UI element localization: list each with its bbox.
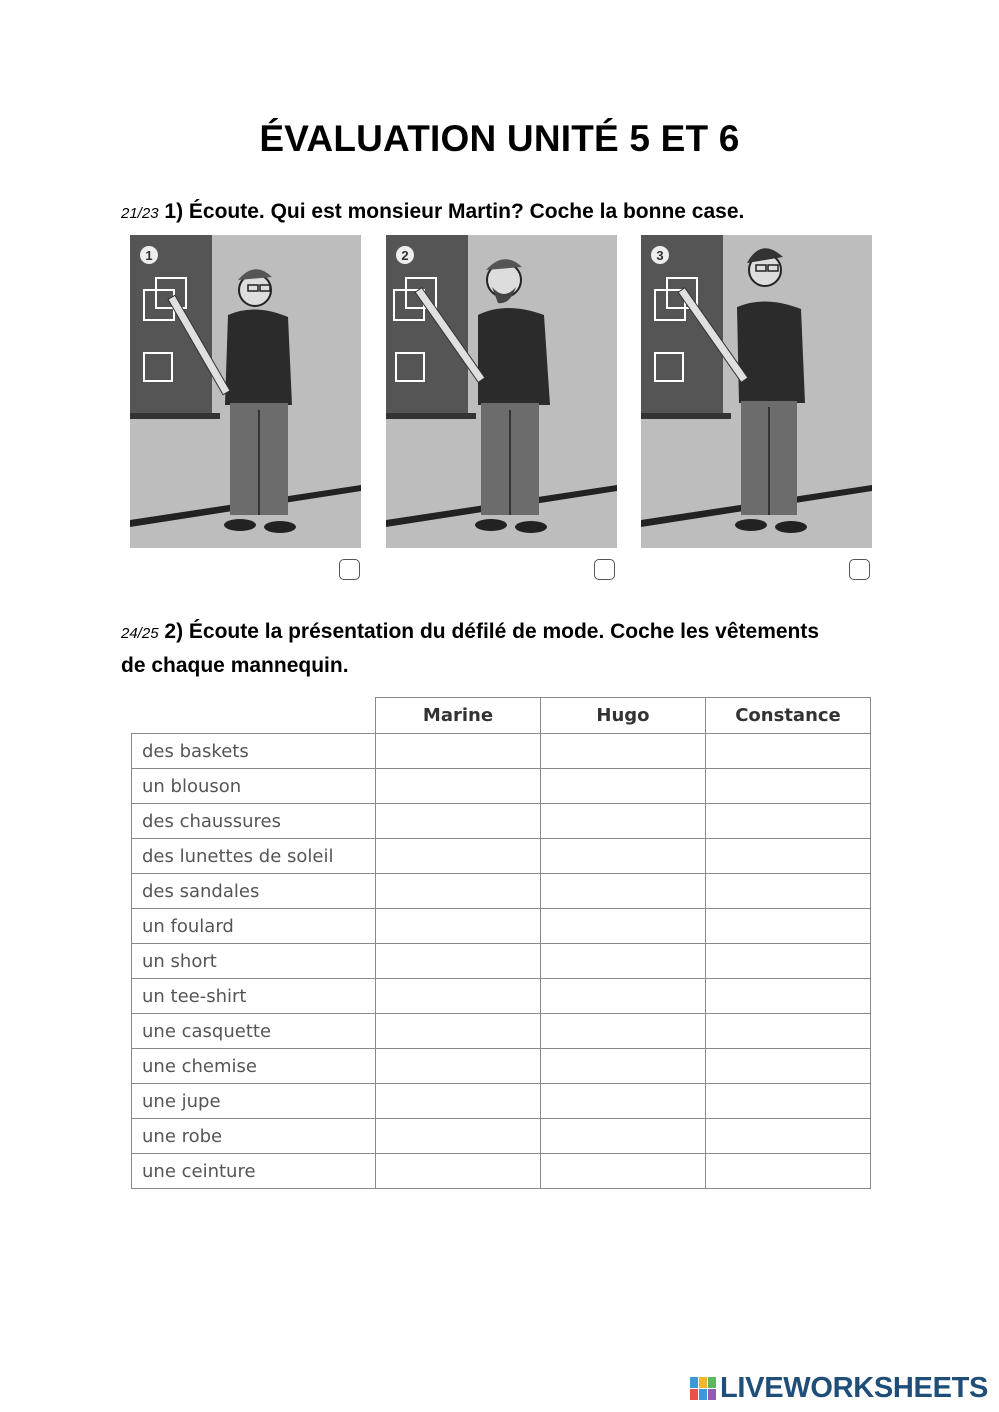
cell-marine[interactable] (376, 1154, 541, 1189)
cell-marine[interactable] (376, 979, 541, 1014)
table-row (132, 1049, 871, 1084)
row-label: des lunettes de soleil (132, 839, 376, 874)
row-label: un blouson (132, 769, 376, 804)
cell-hugo[interactable] (541, 1049, 706, 1084)
row-label: un short (132, 944, 376, 979)
cell-marine[interactable] (376, 874, 541, 909)
cell-hugo[interactable] (541, 1119, 706, 1154)
question-1 (121, 196, 744, 230)
checkbox-option-1[interactable] (339, 559, 360, 580)
cell-hugo[interactable] (541, 909, 706, 944)
question-2 (121, 616, 841, 682)
table-row (132, 734, 871, 769)
cell-constance[interactable] (706, 1049, 871, 1084)
brand-name: LIVEWORKSHEETS (720, 1372, 989, 1404)
liveworksheets-logo (690, 1372, 988, 1405)
question-1-text: 1) Écoute. Qui est monsieur Martin? Coche la bonne case. (164, 200, 745, 223)
cell-hugo[interactable] (541, 1084, 706, 1119)
row-label: des sandales (132, 874, 376, 909)
table-row (132, 839, 871, 874)
clothing-table (131, 697, 871, 1189)
cell-hugo[interactable] (541, 1154, 706, 1189)
row-label: une chemise (132, 1049, 376, 1084)
table-header-row (132, 698, 871, 734)
table-row (132, 1084, 871, 1119)
cell-hugo[interactable] (541, 734, 706, 769)
row-label: un foulard (132, 909, 376, 944)
table-row (132, 944, 871, 979)
cell-hugo[interactable] (541, 839, 706, 874)
cell-hugo[interactable] (541, 944, 706, 979)
question-2-text: 2) Écoute la présentation du défilé de mode. Coche les vêtements de chaque mannequin. (121, 620, 820, 677)
checkbox-option-3[interactable] (849, 559, 870, 580)
cell-marine[interactable] (376, 734, 541, 769)
cell-hugo[interactable] (541, 1014, 706, 1049)
cell-constance[interactable] (706, 734, 871, 769)
worksheet-title: ÉVALUATION UNITÉ 5 ET 6 (259, 118, 740, 159)
row-label: des chaussures (132, 804, 376, 839)
cell-marine[interactable] (376, 1014, 541, 1049)
row-label: un tee-shirt (132, 979, 376, 1014)
panel-2-number: 2 (401, 248, 409, 263)
table-row (132, 1014, 871, 1049)
row-label: des baskets (132, 734, 376, 769)
column-header-constance: Constance (706, 698, 871, 734)
row-label: une ceinture (132, 1154, 376, 1189)
cell-marine[interactable] (376, 769, 541, 804)
cell-constance[interactable] (706, 979, 871, 1014)
checkbox-option-2[interactable] (594, 559, 615, 580)
cell-constance[interactable] (706, 1014, 871, 1049)
cell-marine[interactable] (376, 944, 541, 979)
question-1-ref: 21/23 (121, 205, 159, 222)
table-row (132, 1119, 871, 1154)
row-label: une robe (132, 1119, 376, 1154)
question-2-ref: 24/25 (121, 625, 159, 642)
cell-constance[interactable] (706, 874, 871, 909)
cell-constance[interactable] (706, 1119, 871, 1154)
cell-constance[interactable] (706, 1084, 871, 1119)
table-row (132, 804, 871, 839)
panel-3-number: 3 (656, 248, 664, 263)
cell-constance[interactable] (706, 804, 871, 839)
cell-constance[interactable] (706, 1154, 871, 1189)
table-row (132, 874, 871, 909)
cell-marine[interactable] (376, 1119, 541, 1154)
cell-marine[interactable] (376, 1049, 541, 1084)
cell-constance[interactable] (706, 909, 871, 944)
row-label: une casquette (132, 1014, 376, 1049)
table-row (132, 909, 871, 944)
cell-marine[interactable] (376, 839, 541, 874)
cell-constance[interactable] (706, 839, 871, 874)
column-header-marine: Marine (376, 698, 541, 734)
table-row (132, 1154, 871, 1189)
table-row (132, 769, 871, 804)
cell-marine[interactable] (376, 1084, 541, 1119)
cell-hugo[interactable] (541, 804, 706, 839)
teacher-illustration-1 (130, 235, 361, 548)
cell-marine[interactable] (376, 804, 541, 839)
teacher-illustration-3 (641, 235, 872, 548)
cell-hugo[interactable] (541, 979, 706, 1014)
teacher-illustration-2 (386, 235, 617, 548)
cell-hugo[interactable] (541, 769, 706, 804)
header-blank (132, 698, 376, 734)
cell-marine[interactable] (376, 909, 541, 944)
row-label: une jupe (132, 1084, 376, 1119)
cell-constance[interactable] (706, 769, 871, 804)
cell-constance[interactable] (706, 944, 871, 979)
logo-mark-icon (690, 1377, 716, 1400)
panel-1-number: 1 (145, 248, 153, 263)
table-row (132, 979, 871, 1014)
column-header-hugo: Hugo (541, 698, 706, 734)
cell-hugo[interactable] (541, 874, 706, 909)
